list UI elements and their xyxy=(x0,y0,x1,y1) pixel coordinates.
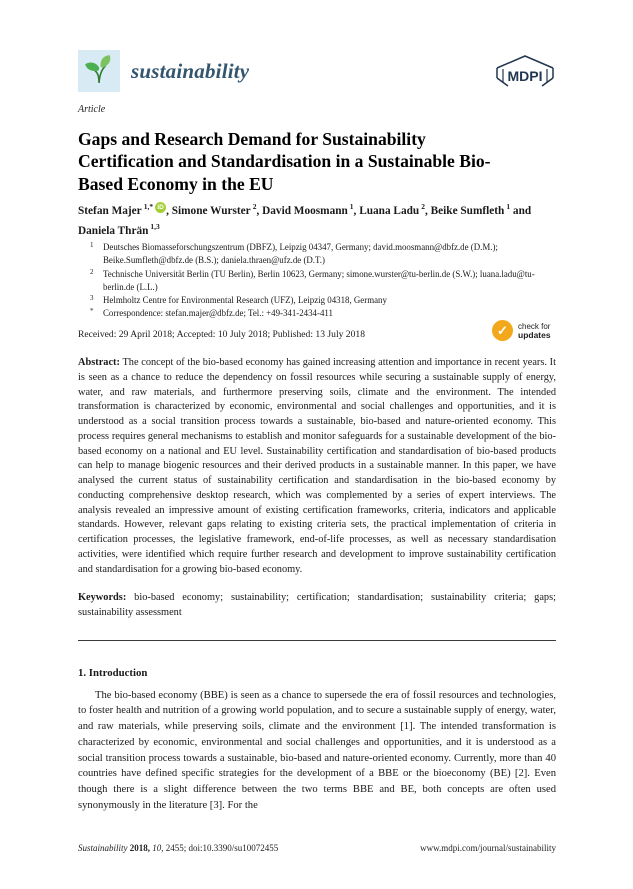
keywords-paragraph xyxy=(78,591,556,621)
mdpi-logo xyxy=(494,53,556,98)
affiliation-row xyxy=(78,294,556,307)
abstract-label: Abstract: xyxy=(78,357,120,368)
affiliation-row xyxy=(78,268,556,295)
page-header xyxy=(78,50,556,98)
badge-label xyxy=(518,322,551,340)
footer-doi: 2455; doi:10.3390/su10072455 xyxy=(165,843,279,853)
orcid-icon[interactable]: iD xyxy=(155,202,166,213)
affiliation-text: Correspondence: stefan.majer@dbfz.de; Tel.: +49-341-2434-411 xyxy=(103,308,333,319)
affiliation-marker: 3 xyxy=(90,294,94,303)
affiliation-marker: * xyxy=(90,307,94,316)
affiliation-text: Deutsches Biomasseforschungszentrum (DBFZ), Leipzig 04347, Germany; david.moosmann@dbfz.de (D.M.); Beike.Sumfleth@dbfz.de (B.S.); daniela.thraen@ufz.de (D.T.) xyxy=(103,242,498,266)
affiliation-row xyxy=(78,241,556,268)
keywords-text: bio-based economy; sustainability; certification; standardisation; sustainability criteria; gaps; sustainability assessment xyxy=(78,592,556,618)
journal-logo-box xyxy=(78,50,120,92)
footer-year: 2018, xyxy=(129,843,150,853)
article-title: Gaps and Research Demand for Sustainability Certification and Standardisation in a Sustainable Bio-Based Economy in the EU xyxy=(78,128,491,194)
author: David Moosmann $^1$ xyxy=(262,202,354,217)
main-column xyxy=(78,356,556,813)
author: Luana Ladu $^2$ xyxy=(359,202,425,217)
abstract-text: The concept of the bio-based economy has gained increasing attention and importance in recent years. It is seen as a chance to reduce the dependency on fossil resources while securing a sustainable supply of energy, water, and raw materials, and furthermore preserving soils, climate and the environment. The intended transformation is characterized by economic, environmental and social challenges and opportunities, and it is understood as a social transition process towards a sustainable, bio-based and nature-oriented economy. This process requires general mechanisms to establish and monitor safeguards for a sustainable development of the bio-based economy on a national and EU level. Sustainability certification and standardisation of bio-based products can help to manage biogenic resources and their derived products in a sustainable manner. In this paper, we have analysed the current status of sustainability certification and standardisation in the bio-based economy by conducting comprehensive desktop research, which was complemented by a series of expert interviews. The analysis revealed an impressive amount of existing certification frameworks, criteria, indicators and applicable standards. However, relevant gaps relating to existing criteria sets, the practical implementation of criteria in certification processes, the legislative framework, end-of-life processes, as well as necessary standardisation activities, were identified which require further research and development to improve sustainability certification and standardisation for a growing bio-based economy. xyxy=(78,357,556,575)
author-line: Stefan Majer $^{1,*}$ iD , Simone Wurster $^2$, David Moosmann $^1$, Luana Ladu $^2$, Beike Sumfleth $^1$ and Daniela Thrän $^{1,3}$ xyxy=(78,202,532,238)
badge-line2: updates xyxy=(518,329,551,340)
affiliation-text: Technische Universität Berlin (TU Berlin), Berlin 10623, Germany; simone.wurster@tu-berlin.de (S.W.); luana.ladu@tu-berlin.de (L.L.) xyxy=(103,268,535,292)
check-icon: ✓ xyxy=(492,320,513,341)
author: Beike Sumfleth $^1$ xyxy=(430,202,511,217)
affiliation-list xyxy=(78,241,556,321)
affiliation-text: Helmholtz Centre for Environmental Research (UFZ), Leipzig 04318, Germany xyxy=(103,295,387,306)
author: Simone Wurster $^2$ xyxy=(171,202,257,217)
author: Stefan Majer $^{1,*}$ iD xyxy=(78,205,166,217)
journal-name: sustainability xyxy=(131,58,250,83)
footer-volume: 10, xyxy=(152,843,164,853)
affiliation-marker: 2 xyxy=(90,267,94,276)
introduction-paragraph: The bio-based economy (BBE) is seen as a chance to supersede the era of fossil resources and technologies, to foster health and nutrition of a growing world population, and to secure a sustainable supply of energy, water, and raw materials, while preserving soils, climate and the environment [1]. The intended transformation is characterized by economic, environmental and social challenges and opportunities, and it is understood as a social transition process towards a sustainable, bio-based and nature-oriented economy. Currently, more than 40 countries have defined specific strategies for the development of a BBE or the bioeconomy (BE) [2]. Even though there is a slight difference between the two terms BBE and BE, both concepts are often used synonymously in the literature [3]. For the xyxy=(78,689,556,811)
affiliation-marker: 1 xyxy=(90,241,94,249)
section-divider xyxy=(78,640,556,641)
section-heading-introduction: 1. Introduction xyxy=(78,666,148,679)
affiliation-row xyxy=(78,307,556,320)
badge-line1: check for xyxy=(518,321,551,331)
keywords-label: Keywords: xyxy=(78,592,127,604)
footer-journal-name: Sustainability xyxy=(78,843,128,853)
footer-citation xyxy=(78,843,278,853)
author: Daniela Thrän $^{1,3}$ xyxy=(78,222,160,238)
plant-icon xyxy=(82,52,116,91)
footer-journal-url[interactable]: www.mdpi.com/journal/sustainability xyxy=(420,843,556,853)
svg-text:MDPI: MDPI xyxy=(507,68,543,84)
journal-brand xyxy=(78,50,249,92)
abstract-paragraph xyxy=(78,356,556,577)
dates-line: Received: 29 April 2018; Accepted: 10 July 2018; Published: 13 July 2018 xyxy=(78,329,365,340)
page-footer xyxy=(78,843,556,853)
article-type-label: Article xyxy=(78,104,106,115)
check-for-updates-badge[interactable] xyxy=(492,320,551,341)
